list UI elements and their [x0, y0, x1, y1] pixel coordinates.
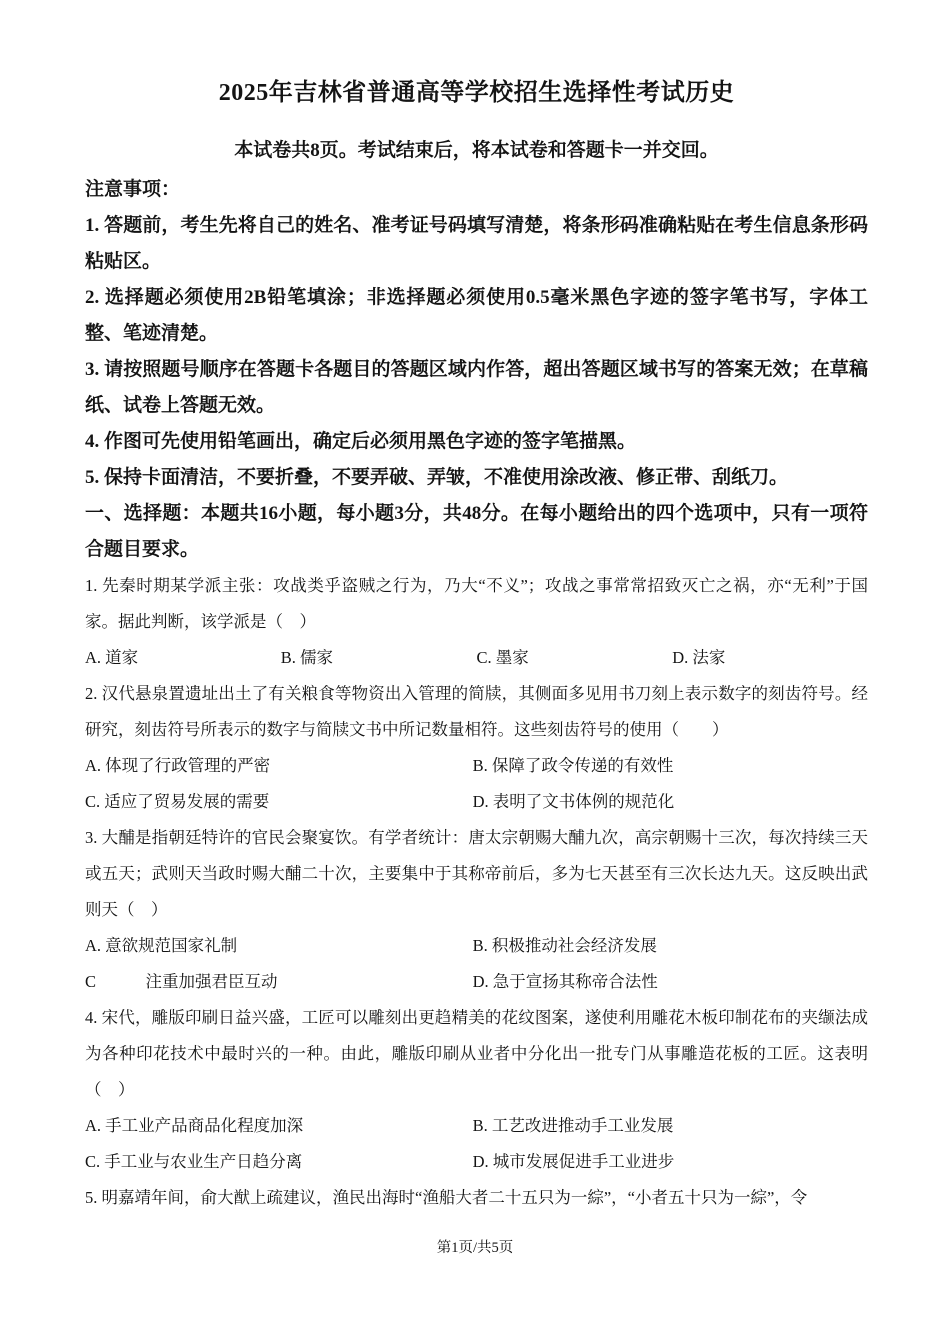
- question-1-options: [85, 640, 868, 676]
- question-3-option-a: A. 意欲规范国家礼制: [85, 936, 238, 955]
- notices-header: 注意事项：: [85, 179, 181, 200]
- question-2-option-c: C. 适应了贸易发展的需要: [85, 792, 270, 811]
- notice-item-4: 4. 作图可先使用铅笔画出，确定后必须用黑色字迹的签字笔描黑。: [85, 431, 637, 452]
- question-2-option-a: A. 体现了行政管理的严密: [85, 756, 271, 775]
- question-3-option-c: C 注重加强君臣互动: [85, 972, 278, 991]
- page-title: 2025年吉林省普通高等学校招生选择性考试历史: [218, 80, 735, 106]
- notice-item-5: 5. 保持卡面清洁，不要折叠，不要弄破、弄皱，不准使用涂改液、修正带、刮纸刀。: [85, 467, 789, 488]
- question-2-option-d: D. 表明了文书体例的规范化: [472, 792, 675, 811]
- question-5: [85, 1180, 868, 1216]
- question-3-stem: 3. 大酺是指朝廷特许的官民会聚宴饮。有学者统计：唐太宗朝赐大酺九次，高宗朝赐十三次，每次持续三天或五天；武则天当政时赐大酺二十次，主要集中于其称帝前后，多为七天甚至有三次长达九天。这反映出武则天（ ）: [85, 828, 868, 919]
- section-1-header: 一、选择题：本题共16小题，每小题3分，共48分。在每小题给出的四个选项中，只有一项符合题目要求。: [85, 503, 868, 560]
- notice-item-3: 3. 请按照题号顺序在答题卡各题目的答题区域内作答，超出答题区域书写的答案无效；在草稿纸、试卷上答题无效。: [85, 359, 868, 416]
- question-4-option-a: A. 手工业产品商品化程度加深: [85, 1116, 304, 1135]
- question-2-option-b: B. 保障了政令传递的有效性: [472, 756, 674, 775]
- notice-item-2: 2. 选择题必须使用2B铅笔填涂；非选择题必须使用0.5毫米黑色字迹的签字笔书写，字体工整、笔迹清楚。: [85, 287, 868, 344]
- question-2-options: [85, 748, 868, 820]
- question-4-stem: 4. 宋代，雕版印刷日益兴盛，工匠可以雕刻出更趋精美的花纹图案，遂使利用雕花木板印制花布的夹缬法成为各种印花技术中最时兴的一种。由此，雕版印刷从业者中分化出一批专门从事雕造花板的工匠。这表明（ ）: [85, 1008, 868, 1099]
- question-1-option-c: C. 墨家: [476, 648, 529, 667]
- question-4: [85, 1000, 868, 1180]
- question-4-option-b: B. 工艺改进推动手工业发展: [472, 1116, 674, 1135]
- question-4-option-c: C. 手工业与农业生产日趋分离: [85, 1152, 303, 1171]
- question-3-option-d: D. 急于宣扬其称帝合法性: [472, 972, 658, 991]
- question-4-options: [85, 1108, 868, 1180]
- question-3: [85, 820, 868, 1000]
- question-1-option-d: D. 法家: [672, 648, 726, 667]
- question-2: [85, 676, 868, 820]
- question-3-option-b: B. 积极推动社会经济发展: [472, 936, 657, 955]
- question-1-option-b: B. 儒家: [280, 648, 334, 667]
- question-3-options: [85, 928, 868, 1000]
- question-1-stem: 1. 先秦时期某学派主张：攻战类乎盗贼之行为，乃大“不义”；攻战之事常常招致灭亡之祸，亦“无利”于国家。据此判断，该学派是（ ）: [85, 576, 868, 631]
- notice-item-1: 1. 答题前，考生先将自己的姓名、准考证号码填写清楚，将条形码准确粘贴在考生信息条形码粘贴区。: [85, 215, 868, 272]
- question-2-stem: 2. 汉代悬泉置遗址出土了有关粮食等物资出入管理的简牍，其侧面多见用书刀刻上表示数字的刻齿符号。经研究，刻齿符号所表示的数字与简牍文书中所记数量相符。这些刻齿符号的使用（ ）: [85, 684, 868, 739]
- question-5-stem: 5. 明嘉靖年间，俞大猷上疏建议，渔民出海时“渔船大者二十五只为一綜”，“小者五十只为一綜”，令: [85, 1188, 808, 1207]
- question-4-option-d: D. 城市发展促进手工业进步: [472, 1152, 675, 1171]
- exam-return-instruction: 本试卷共8页。考试结束后，将本试卷和答题卡一并交回。: [234, 140, 719, 161]
- page-number: 第1页/共5页: [436, 1240, 514, 1256]
- question-1: [85, 568, 868, 676]
- question-1-option-a: A. 道家: [85, 648, 139, 667]
- notices-section: [85, 172, 868, 496]
